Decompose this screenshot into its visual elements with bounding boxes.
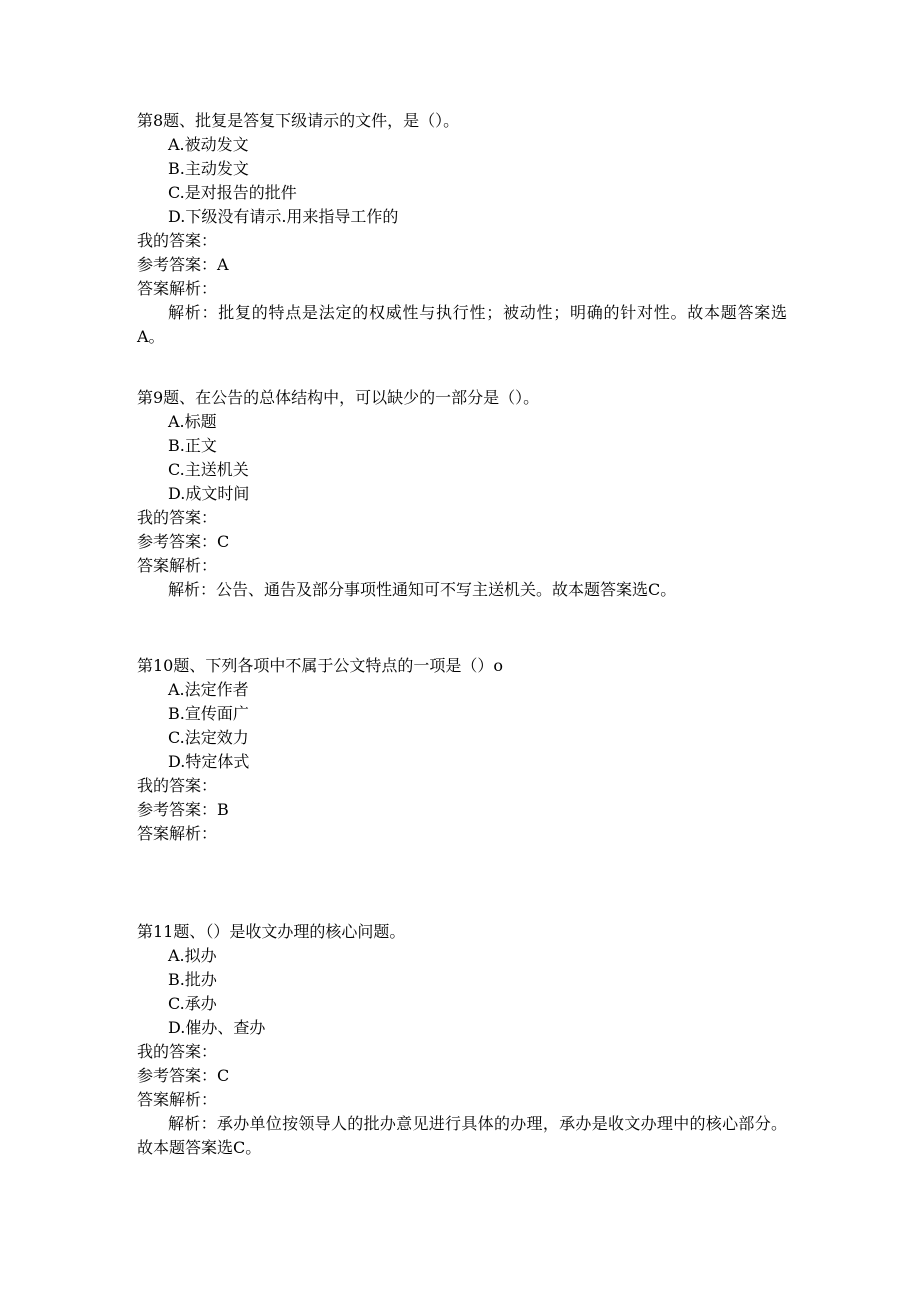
option-list: [137, 678, 787, 774]
question-9: [137, 386, 787, 602]
option-d: D.成文时间: [168, 484, 250, 503]
my-answer-label: 我的答案：: [137, 231, 218, 250]
reference-answer: 参考答案：B: [137, 800, 229, 819]
option-b: B.批办: [168, 970, 217, 989]
option-a: A.法定作者: [168, 680, 249, 699]
question-10: [137, 654, 787, 846]
option-d: D.下级没有请示.用来指导工作的: [168, 207, 399, 226]
option-list: [137, 410, 787, 506]
option-c: C.法定效力: [168, 728, 249, 747]
option-c: C.承办: [168, 994, 217, 1013]
analysis-label: 答案解析：: [137, 556, 218, 575]
option-b: B.主动发文: [168, 159, 249, 178]
my-answer-label: 我的答案：: [137, 1042, 218, 1061]
reference-answer: 参考答案：C: [137, 1066, 230, 1085]
option-a: A.拟办: [168, 946, 217, 965]
reference-answer: 参考答案：C: [137, 532, 230, 551]
analysis-text: 解析：公告、通告及部分事项性通知可不写主送机关。故本题答案选C。: [168, 580, 677, 599]
question-stem: 第9题、在公告的总体结构中，可以缺少的一部分是（）。: [137, 388, 540, 407]
option-d: D.特定体式: [168, 752, 250, 771]
analysis-label: 答案解析：: [137, 1090, 218, 1109]
option-b: B.宣传面广: [168, 704, 249, 723]
option-c: C.是对报告的批件: [168, 183, 297, 202]
option-a: A.被动发文: [168, 135, 249, 154]
reference-answer: 参考答案：A: [137, 255, 229, 274]
my-answer-label: 我的答案：: [137, 508, 218, 527]
option-b: B.正文: [168, 436, 217, 455]
option-a: A.标题: [168, 412, 217, 431]
my-answer-label: 我的答案：: [137, 776, 218, 795]
question-11: [137, 920, 787, 1160]
analysis-text: 解析：批复的特点是法定的权威性与执行性；被动性；明确的针对性。故本题答案选A。: [137, 303, 787, 346]
option-d: D.催办、查办: [168, 1018, 266, 1037]
option-list: [137, 944, 787, 1040]
option-c: C.主送机关: [168, 460, 249, 479]
question-stem: 第10题、下列各项中不属于公文特点的一项是（）o: [137, 656, 503, 675]
question-8: [137, 109, 787, 349]
analysis-text: 解析：承办单位按领导人的批办意见进行具体的办理，承办是收文办理中的核心部分。故本题答案选C。: [137, 1114, 787, 1157]
analysis-label: 答案解析：: [137, 824, 218, 843]
option-list: [137, 133, 787, 229]
question-stem: 第8题、批复是答复下级请示的文件，是（）。: [137, 111, 460, 130]
question-stem: 第11题、（）是收文办理的核心问题。: [137, 922, 406, 941]
analysis-label: 答案解析：: [137, 279, 218, 298]
